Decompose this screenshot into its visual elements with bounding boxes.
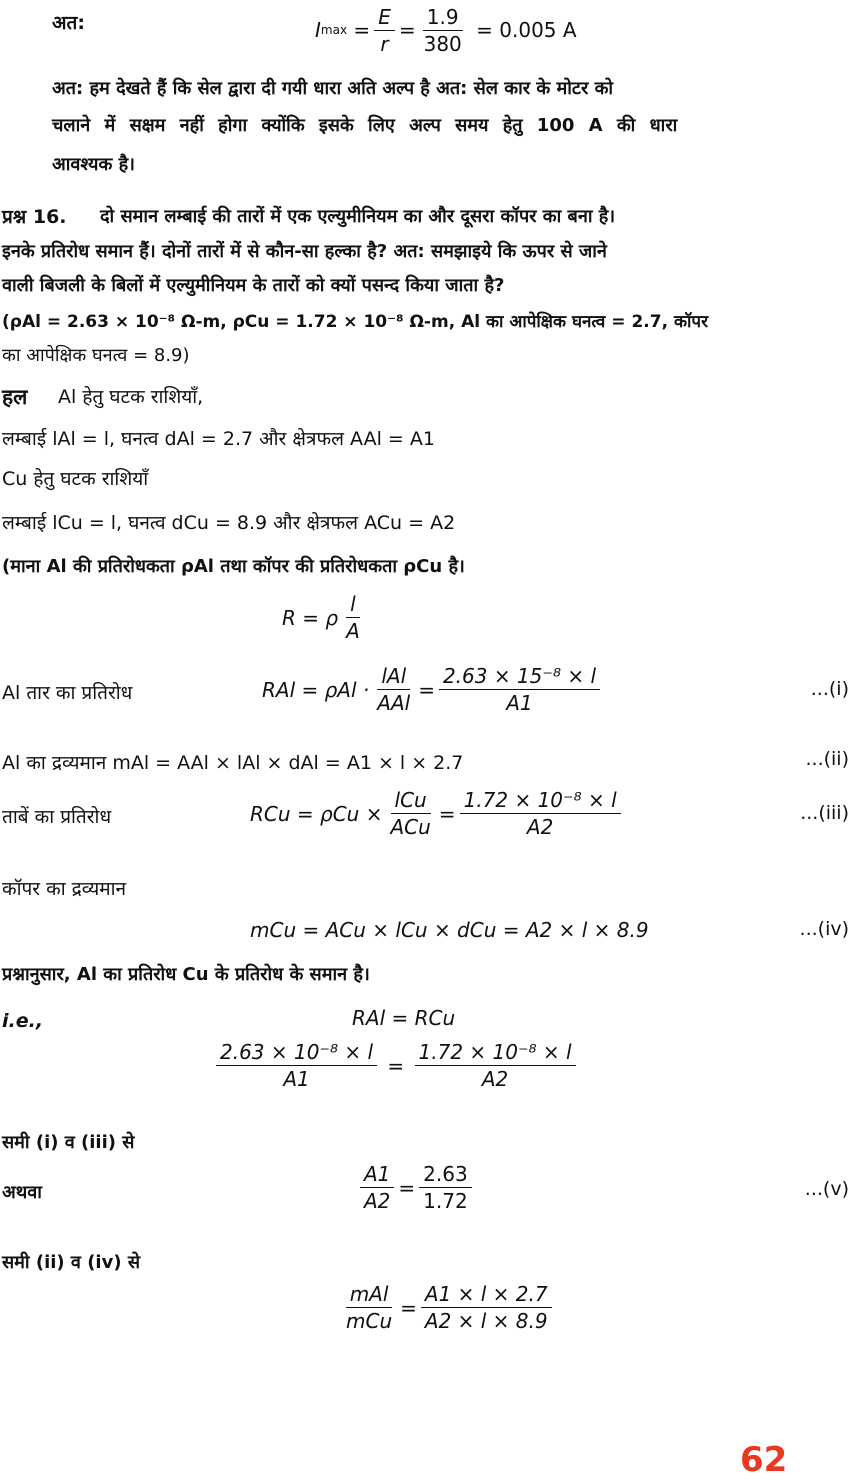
question-line-1: दो समान लम्बाई की तारों में एक एल्युमीनियम का और दूसरा कॉपर का बना है। [100, 206, 616, 227]
equation-number-1: ...(i) [810, 678, 849, 700]
current-equation: I max = $\frac{E}{r}$ = $\frac{1.9}{380}$ = 0.005 A [315, 4, 577, 56]
resistance-equality: RAl = RCu [352, 1006, 456, 1030]
conclusion-line-2: चलाने में सक्षम नहीं होगा क्योंकि इसके लिए अल्प समय हेतु 100 A की धारा [52, 115, 678, 136]
al-resistance-equation: RAl = ρAl · $\frac{\text{lAl}}{\text{AAl}}$ = $\frac{\text{2.63 × 15⁻⁸ × l}}{A1}$ [262, 664, 604, 715]
question-line-4: (ρAl = 2.63 × 10⁻⁸ Ω-m, ρCu = 1.72 × 10⁻⁸ Ω-m, Al का आपेक्षिक घनत्व = 2.7, कॉपर [2, 312, 709, 332]
fraction-values: $\frac{1.9}{380}$ [423, 4, 462, 56]
current-symbol: I [315, 18, 321, 42]
cu-mass-equation: mCu = ACu × lCu × dCu = A2 × l × 8.9 [250, 918, 649, 942]
al-heading: Al हेतु घटक राशियाँ, [58, 386, 204, 408]
equation-number-5: ...(v) [804, 1178, 849, 1200]
question-label: प्रश्न 16. [2, 206, 67, 228]
cu-mass-label: कॉपर का द्रव्यमान [2, 878, 127, 900]
cu-resistance-equation: RCu = ρCu × $\frac{\text{lCu}}{\text{ACu}}$ = $\frac{\text{1.72 × 10⁻⁸ × l}}{A2}$ [250, 788, 625, 839]
al-resistance-label: Al तार का प्रतिरोध [2, 682, 133, 704]
equation-number-3: ...(iii) [800, 802, 849, 824]
equality-fractions: $\frac{\text{2.63 × 10⁻⁸ × l}}{A1}$ = $\frac{\text{1.72 × 10⁻⁸ × l}}{A2}$ [212, 1040, 580, 1091]
area-ratio: $\frac{A1}{A2}$ = $\frac{2.63}{1.72}$ [356, 1162, 476, 1213]
al-values: लम्बाई lAl = l, घनत्व dAl = 2.7 और क्षेत्रफल AAl = A1 [2, 428, 435, 450]
equation-number-4: ...(iv) [799, 918, 849, 940]
current-result: = 0.005 A [476, 18, 577, 42]
cu-heading: Cu हेतु घटक राशियाँ [2, 468, 149, 490]
from-equations-2-4: समी (ii) व (iv) से [2, 1252, 140, 1273]
equation-number-2: ...(ii) [805, 748, 849, 770]
al-mass: Al का द्रव्यमान mAl = AAl × lAl × dAl = A1 × l × 2.7 [2, 752, 464, 774]
cu-values: लम्बाई lCu = l, घनत्व dCu = 8.9 और क्षेत्रफल ACu = A2 [2, 512, 456, 534]
question-line-2: इनके प्रतिरोध समान हैं। दोनों तारों में से कौन-सा हल्का है? अत: समझाइये कि ऊपर से जाने [2, 241, 607, 262]
from-equations-1-3: समी (i) व (iii) से [2, 1132, 135, 1153]
solution-label: हल [2, 385, 28, 409]
or-label: अथवा [2, 1182, 42, 1203]
conclusion-line-3: आवश्यक है। [52, 154, 135, 175]
fraction-e-over-r: $\frac{E}{r}$ [374, 5, 395, 56]
ie-label: i.e., [2, 1010, 44, 1032]
mass-ratio: $\frac{\text{mAl}}{\text{mCu}}$ = $\frac{A1 \times l \times 2.7}{A2 \times l \times 8.9}$ [338, 1282, 556, 1333]
per-question-statement: प्रश्नानुसार, Al का प्रतिरोध Cu के प्रतिरोध के समान है। [2, 964, 370, 985]
conclusion-line-1: अत: हम देखते हैं कि सेल द्वारा दी गयी धारा अति अल्प है अत: सेल कार के मोटर को [52, 78, 614, 99]
page-number: 62 [740, 1440, 788, 1480]
resistance-formula: R = ρ $\frac{l}{A}$ [282, 592, 368, 643]
question-line-5: का आपेक्षिक घनत्व = 8.9) [2, 345, 190, 366]
formula-fraction: $\frac{l}{A}$ [346, 592, 360, 643]
question-line-3: वाली बिजली के बिलों में एल्युमीनियम के तारों को क्यों पसन्द किया जाता है? [2, 275, 505, 296]
assumption: (माना Al की प्रतिरोधकता ρAl तथा कॉपर की प्रतिरोधकता ρCu है। [2, 556, 465, 577]
top-label: अत: [52, 12, 85, 34]
cu-resistance-label: ताबें का प्रतिरोध [2, 806, 112, 828]
